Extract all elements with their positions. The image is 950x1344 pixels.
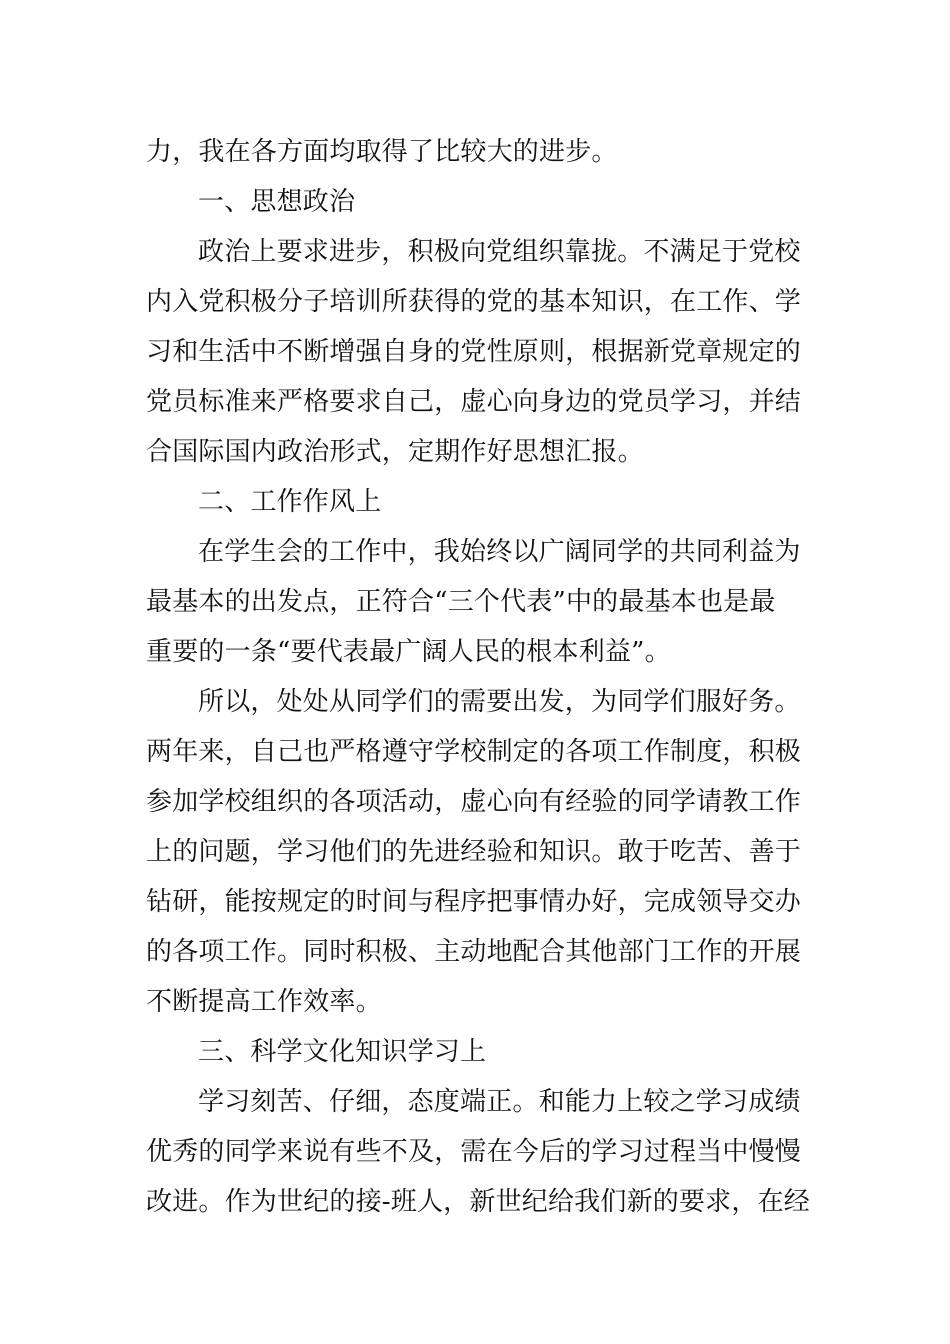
text-line: 钻研，能按规定的时间与程序把事情办好，完成领导交办 <box>146 887 802 917</box>
text-line: 两年来，自己也严格遵守学校制定的各项工作制度，积极 <box>146 737 802 767</box>
text-line: 习和生活中不断增强自身的党性原则，根据新党章规定的 <box>146 337 802 367</box>
text-line: 最基本的出发点，正符合“三个代表”中的最基本也是最 <box>146 587 776 617</box>
document-body <box>146 127 812 1227</box>
text-line: 合国际国内政治形式，定期作好思想汇报。 <box>146 437 644 467</box>
text-line: 改进。作为世纪的接-班人，新世纪给我们新的要求，在经 <box>146 1187 810 1217</box>
text-line: 不断提高工作效率。 <box>146 987 382 1017</box>
section-heading: 三、科学文化知识学习上 <box>198 1037 487 1067</box>
text-line: 在学生会的工作中，我始终以广阔同学的共同利益为 <box>198 537 801 567</box>
text-line: 党员标准来严格要求自己，虚心向身边的党员学习，并结 <box>146 387 802 417</box>
section-heading: 一、思想政治 <box>198 187 356 217</box>
text-line: 上的问题，学习他们的先进经验和知识。敢于吃苦、善于 <box>146 837 802 867</box>
text-line: 重要的一条“要代表最广阔人民的根本利益”。 <box>146 637 671 667</box>
text-line: 的各项工作。同时积极、主动地配合其他部门工作的开展 <box>146 937 802 967</box>
text-line: 政治上要求进步，积极向党组织靠拢。不满足于党校 <box>198 237 801 267</box>
text-line: 学习刻苦、仔细，态度端正。和能力上较之学习成绩 <box>198 1087 801 1117</box>
text-line: 参加学校组织的各项活动，虚心向有经验的同学请教工作 <box>146 787 802 817</box>
text-line: 内入党积极分子培训所获得的党的基本知识，在工作、学 <box>146 287 802 317</box>
text-line: 力，我在各方面均取得了比较大的进步。 <box>146 137 618 167</box>
text-line: 优秀的同学来说有些不及，需在今后的学习过程当中慢慢 <box>146 1137 802 1167</box>
section-heading: 二、工作作风上 <box>198 487 382 517</box>
text-line: 所以，处处从同学们的需要出发，为同学们服好务。 <box>198 687 801 717</box>
